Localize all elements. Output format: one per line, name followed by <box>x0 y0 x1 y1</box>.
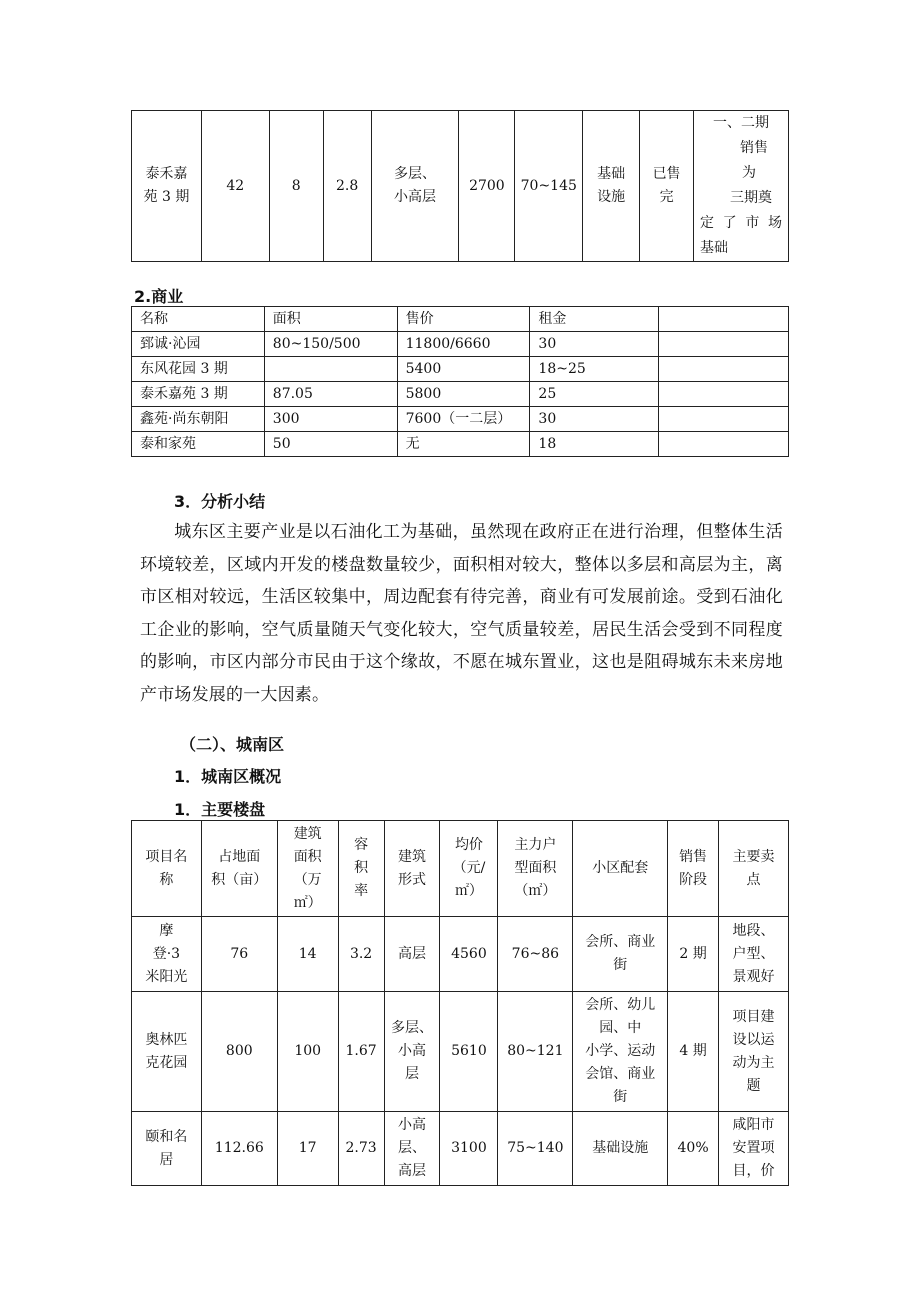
summary-text: 城东区主要产业是以石油化工为基础，虽然现在政府正在进行治理，但整体生活环境较差，区域内开发的楼盘数量较少，面积相对较大，整体以多层和高层为主，离市区相对较远，生活区较集中，周边配套有待完善，商业有可发展前途。受到石油化工企业的影响，空气质量随天气变化较大，空气质量较差，居民生活会受到不同程度的影响，市区内部分市民由于这个缘故，不愿在城东置业，这也是阻碍城东未来房地产市场发展的一大因素。 <box>140 522 783 705</box>
unit-area-cell: 75~140 <box>498 1112 573 1186</box>
cell: 18~25 <box>530 357 659 382</box>
land-area-cell: 112.66 <box>201 1112 277 1186</box>
selling-point-cell: 项目建 设以运 动为主 题 <box>719 992 789 1112</box>
amenities-cell: 会所、商业 街 <box>573 917 668 992</box>
summary-paragraph <box>140 516 783 711</box>
far-cell: 2.73 <box>338 1112 384 1186</box>
unit-area-cell: 76~86 <box>498 917 573 992</box>
cell: 5800 <box>397 382 530 407</box>
cell <box>659 357 789 382</box>
cell: 5400 <box>397 357 530 382</box>
unit-area-cell: 80~121 <box>498 992 573 1112</box>
cell: 郅诚·沁园 <box>132 332 265 357</box>
sales-stage-cell: 已售 完 <box>640 111 694 262</box>
amenities-cell: 基础设施 <box>573 1112 668 1186</box>
subsection-main-projects: 1．主要楼盘 <box>174 800 266 819</box>
table-row <box>132 432 789 457</box>
cell: 80~150/500 <box>264 332 397 357</box>
sales-stage-cell: 40% <box>668 1112 719 1186</box>
table-header-row <box>132 821 789 917</box>
cell: 87.05 <box>264 382 397 407</box>
building-area-cell: 17 <box>277 1112 338 1186</box>
land-area-cell: 76 <box>201 917 277 992</box>
building-area-cell: 14 <box>277 917 338 992</box>
table-row <box>132 1112 789 1186</box>
header-unit-area: 主力户 型面积 （㎡） <box>498 821 573 917</box>
far-cell: 3.2 <box>338 917 384 992</box>
header-area: 面积 <box>264 307 397 332</box>
header-building-area: 建筑 面积 （万 ㎡） <box>277 821 338 917</box>
avg-price-cell: 3100 <box>440 1112 498 1186</box>
header-name: 名称 <box>132 307 265 332</box>
building-form-cell: 高层 <box>384 917 440 992</box>
header-avg-price: 均价 （元/ ㎡） <box>440 821 498 917</box>
far-cell: 2.8 <box>323 111 371 262</box>
cell: 泰和家苑 <box>132 432 265 457</box>
summary-heading: 3．分析小结 <box>174 492 266 511</box>
project-table-continued <box>131 110 789 262</box>
header-amenities: 小区配套 <box>573 821 668 917</box>
cell <box>659 382 789 407</box>
project-name-cell: 泰禾嘉 苑 3 期 <box>132 111 202 262</box>
table-row <box>132 382 789 407</box>
table-row <box>132 111 789 262</box>
land-area-cell: 800 <box>201 992 277 1112</box>
table-row <box>132 332 789 357</box>
building-form-cell: 小高 层、 高层 <box>384 1112 440 1186</box>
section-heading-chengnan: （二）、城南区 <box>180 735 285 754</box>
commerce-table <box>131 306 789 457</box>
cell: 东风花园 3 期 <box>132 357 265 382</box>
commerce-heading: 2.商业 <box>134 287 184 306</box>
table-row <box>132 917 789 992</box>
table-row <box>132 407 789 432</box>
sales-stage-cell: 4 期 <box>668 992 719 1112</box>
table-row <box>132 357 789 382</box>
cell: 鑫苑·尚东朝阳 <box>132 407 265 432</box>
building-area-cell: 100 <box>277 992 338 1112</box>
building-form-cell: 多层、 小高层 <box>371 111 459 262</box>
cell: 18 <box>530 432 659 457</box>
cell: 25 <box>530 382 659 407</box>
amenities-cell: 基础 设施 <box>583 111 640 262</box>
selling-point-cell: 一、二期 销售 为 三期奠 定了市场 基础 <box>694 111 789 262</box>
land-area-cell: 42 <box>201 111 269 262</box>
selling-point-cell: 地段、 户型、 景观好 <box>719 917 789 992</box>
cell: 30 <box>530 332 659 357</box>
project-name-cell: 奥林匹 克花园 <box>132 992 202 1112</box>
cell <box>264 357 397 382</box>
sales-stage-cell: 2 期 <box>668 917 719 992</box>
far-cell: 1.67 <box>338 992 384 1112</box>
avg-price-cell: 5610 <box>440 992 498 1112</box>
building-area-cell: 8 <box>269 111 323 262</box>
amenities-cell: 会所、幼儿 园、中 小学、运动 会馆、商业 街 <box>573 992 668 1112</box>
header-land-area: 占地面 积（亩） <box>201 821 277 917</box>
header-empty <box>659 307 789 332</box>
avg-price-cell: 4560 <box>440 917 498 992</box>
cell: 无 <box>397 432 530 457</box>
header-project-name: 项目名 称 <box>132 821 202 917</box>
subsection-overview: 1．城南区概况 <box>174 767 282 786</box>
cell: 50 <box>264 432 397 457</box>
cell: 30 <box>530 407 659 432</box>
cell: 泰禾嘉苑 3 期 <box>132 382 265 407</box>
header-rent: 租金 <box>530 307 659 332</box>
avg-price-cell: 2700 <box>459 111 515 262</box>
header-far: 容 积 率 <box>338 821 384 917</box>
header-selling-point: 主要卖 点 <box>719 821 789 917</box>
building-form-cell: 多层、 小高 层 <box>384 992 440 1112</box>
header-building-form: 建筑 形式 <box>384 821 440 917</box>
selling-point-cell: 咸阳市 安置项 目，价 <box>719 1112 789 1186</box>
cell <box>659 407 789 432</box>
unit-area-cell: 70~145 <box>515 111 583 262</box>
project-name-cell: 摩 登·3 米阳光 <box>132 917 202 992</box>
cell: 300 <box>264 407 397 432</box>
project-name-cell: 颐和名 居 <box>132 1112 202 1186</box>
cell: 7600（一二层） <box>397 407 530 432</box>
header-sales-stage: 销售 阶段 <box>668 821 719 917</box>
header-price: 售价 <box>397 307 530 332</box>
cell: 11800/6660 <box>397 332 530 357</box>
table-header-row <box>132 307 789 332</box>
cell <box>659 432 789 457</box>
chengnan-projects-table <box>131 820 789 1186</box>
cell <box>659 332 789 357</box>
table-row <box>132 992 789 1112</box>
